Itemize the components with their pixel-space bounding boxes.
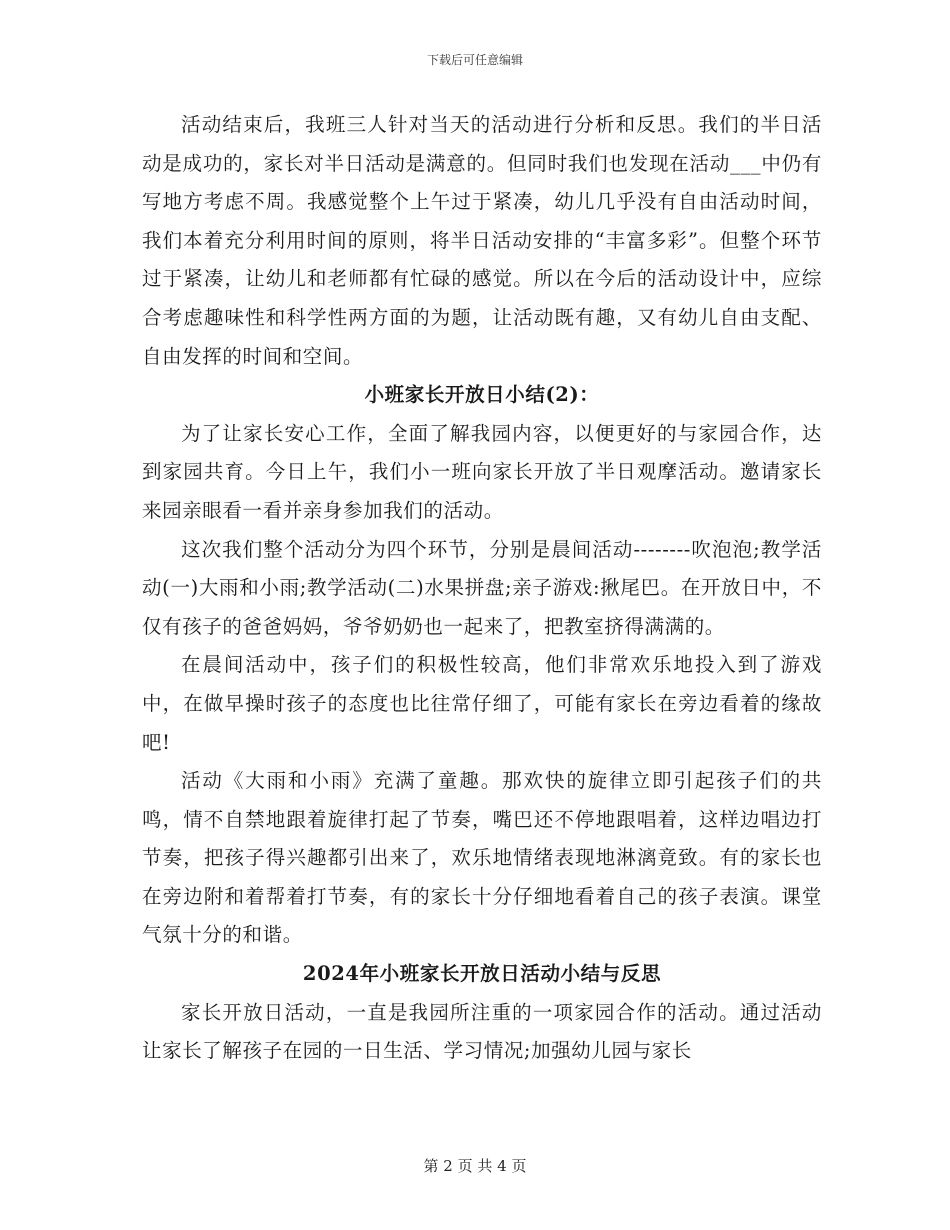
page-number: 第 2 页 共 4 页 [423,1157,527,1175]
paragraph-rain-activity: 活动《大雨和小雨》充满了童趣。那欢快的旋律立即引起孩子们的共鸣，情不自禁地跟着旋律打起了节奏，嘴巴还不停地跟唱着，这样边唱边打节奏，把孩子得兴趣都引出来了，欢乐地情绪表现地淋漓竟致。有的家长也在旁边附和着帮着打节奏，有的家长十分仔细地看着自己的孩子表演。课堂气氛十分的和谐。 [142,769,822,947]
paragraph-open-day-intro: 家长开放日活动，一直是我园所注重的一项家园合作的活动。通过活动让家长了解孩子在园的一日生活、学习情况;加强幼儿园与家长 [142,1000,822,1063]
paragraph-morning-activity: 在晨间活动中，孩子们的积极性较高，他们非常欢乐地投入到了游戏中，在做早操时孩子的态度也比往常仔细了，可能有家长在旁边看着的缘故吧! [142,653,822,754]
paragraph-activity-stages: 这次我们整个活动分为四个环节，分别是晨间活动--------吹泡泡;教学活动(一)大雨和小雨;教学活动(二)水果拼盘;亲子游戏:揪尾巴。在开放日中，不仅有孩子的爸爸妈妈，爷爷奶奶也一起来了，把教室挤得满满的。 [142,537,822,638]
paragraph-reflection: 活动结束后，我班三人针对当天的活动进行分析和反思。我们的半日活动是成功的，家长对半日活动是满意的。但同时我们也发现在活动___中仍有写地方考虑不周。我感觉整个上午过于紧凑，幼儿几乎没有自由活动时间，我们本着充分利用时间的原则，将半日活动安排的“丰富多彩”。但整个环节过于紧凑，让幼儿和老师都有忙碌的感觉。所以在今后的活动设计中，应综合考虑趣味性和科学性两方面的为题，让活动既有趣，又有幼儿自由支配、自由发挥的时间和空间。 [142,113,822,368]
document-body [142,106,822,1071]
section-heading-2024-summary: 2024年小班家长开放日活动小结与反思 [302,962,662,986]
page-header: 下载后可任意编辑 [426,53,523,67]
paragraph-purpose: 为了让家长安心工作，全面了解我园内容，以便更好的与家园合作，达到家园共育。今日上午，我们小一班向家长开放了半日观摩活动。邀请家长来园亲眼看一看并亲身参加我们的活动。 [142,421,822,522]
section-heading-summary-2: 小班家长开放日小结(2)： [364,383,600,407]
